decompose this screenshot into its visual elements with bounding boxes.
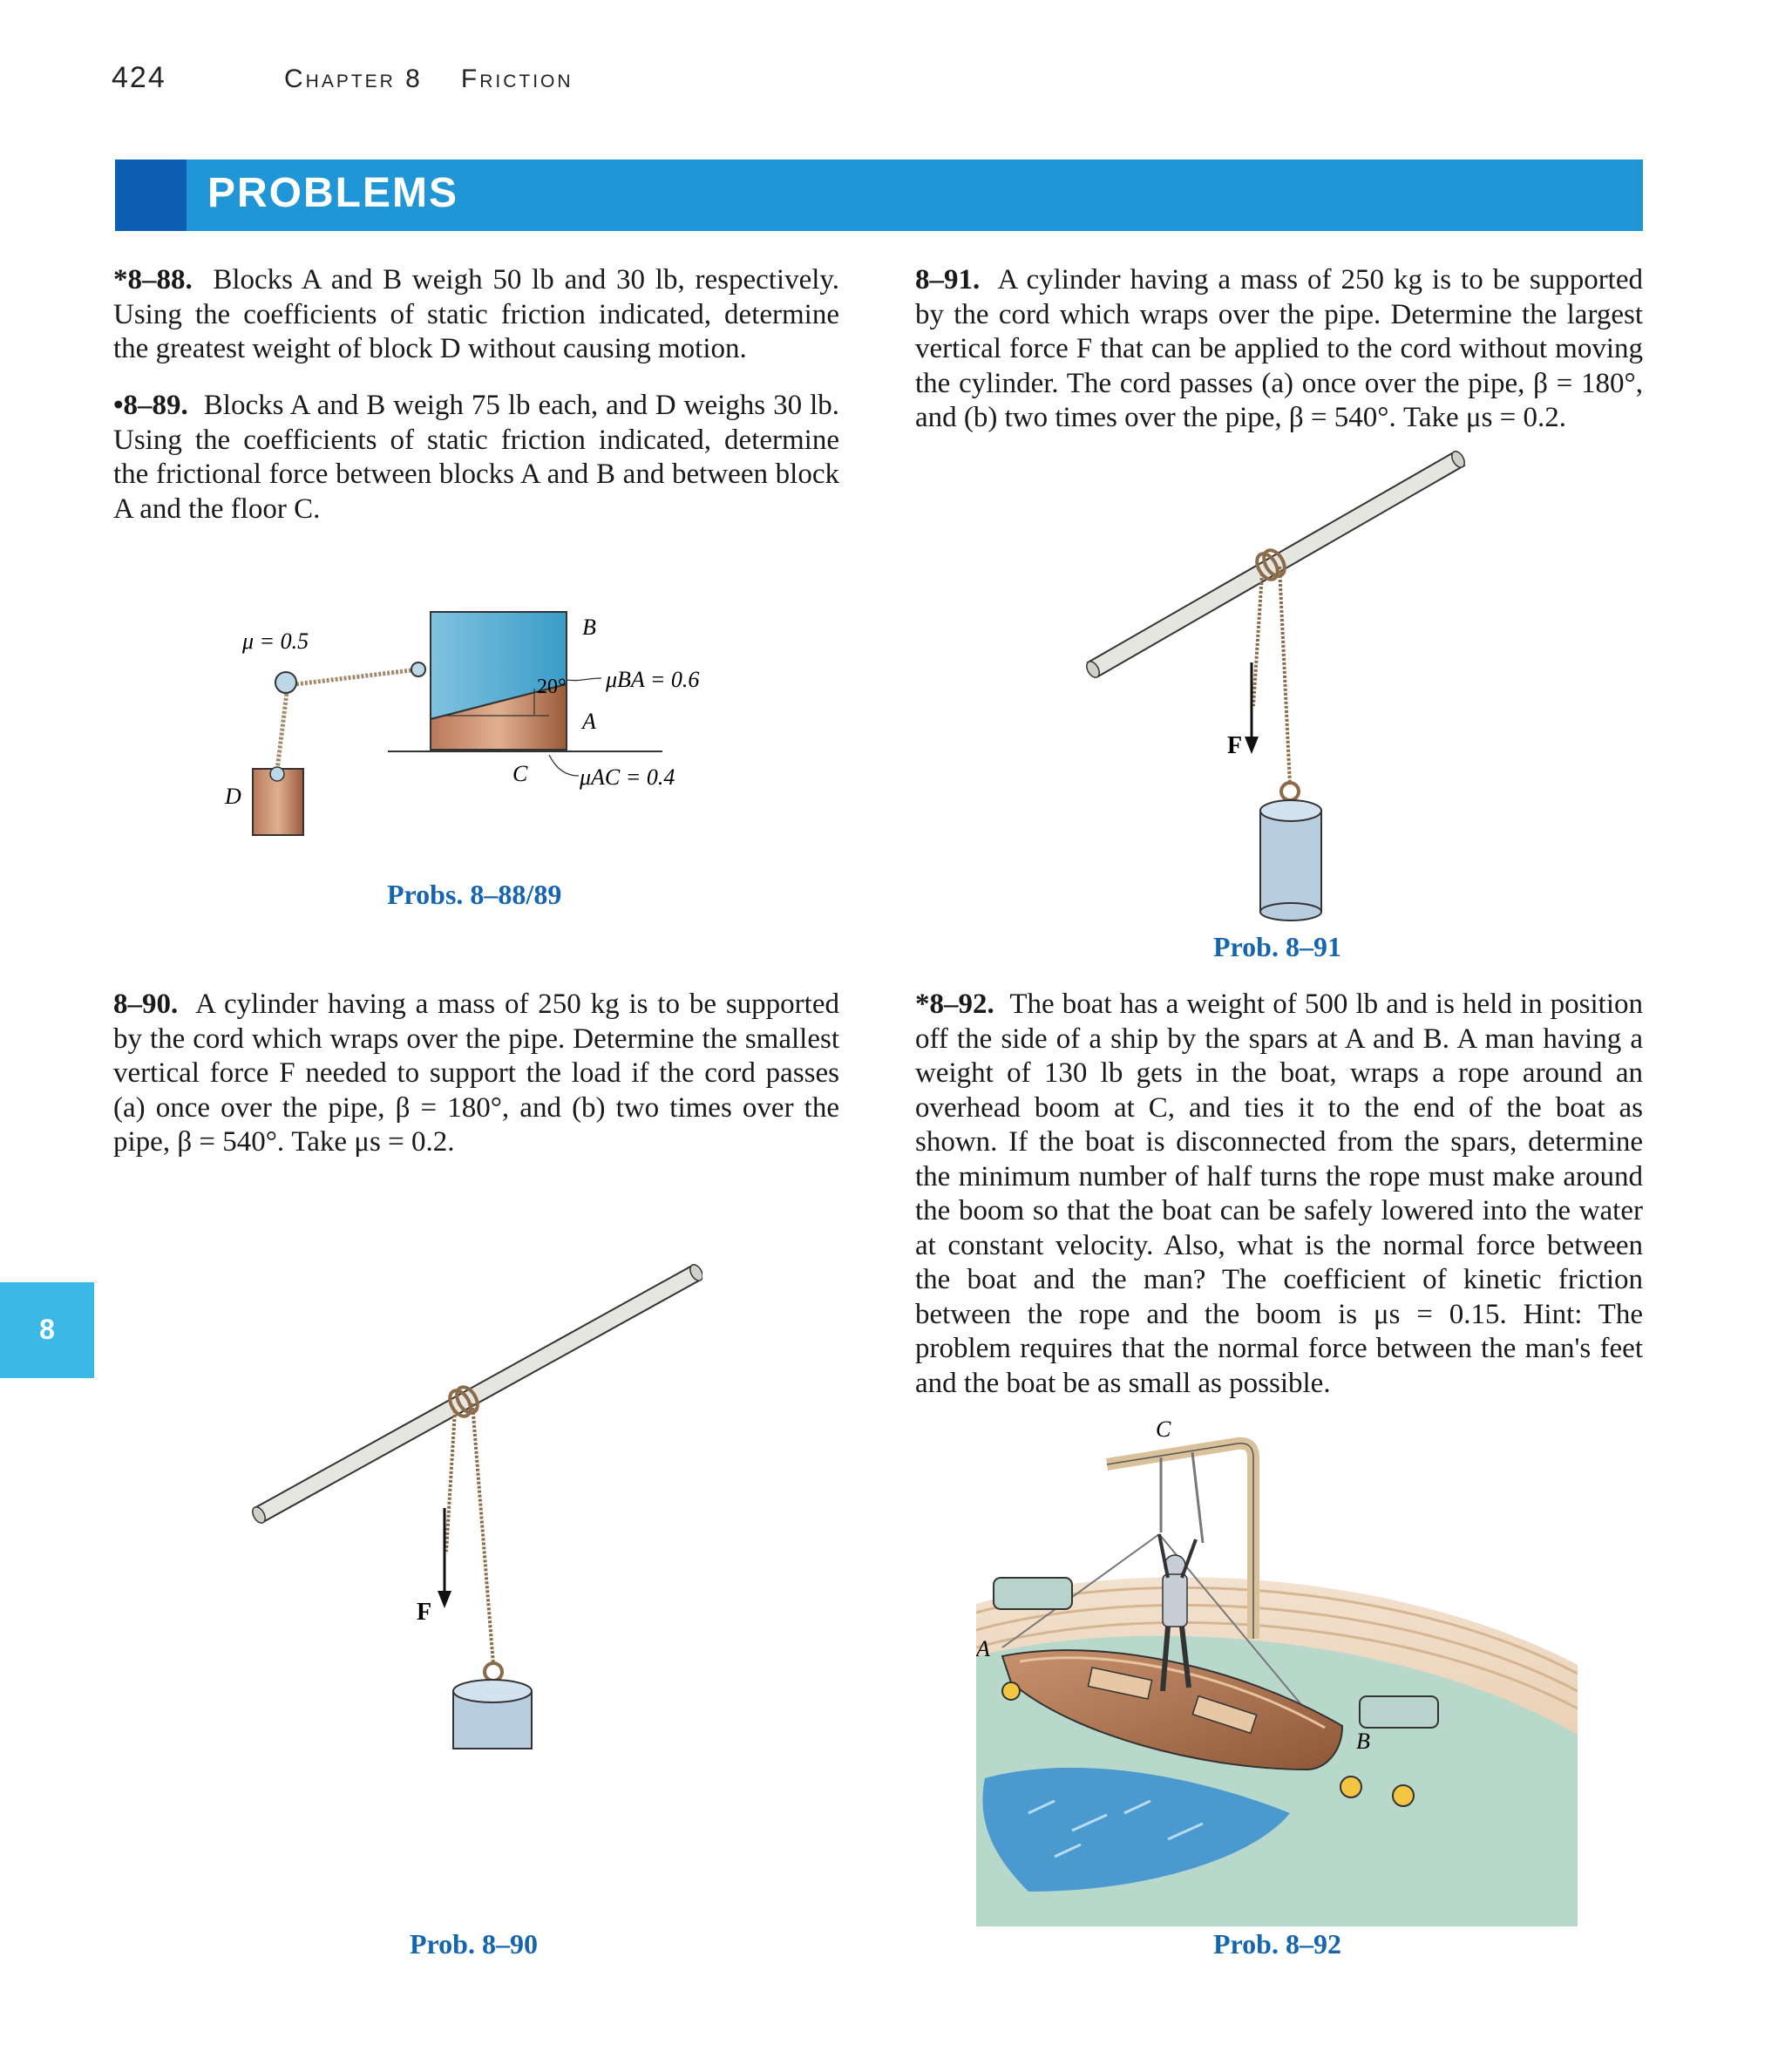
caption-prob-8-92: Prob. 8–92: [1213, 1928, 1341, 1960]
label-c: C: [512, 761, 528, 786]
problem-8-92: [915, 988, 1643, 1401]
problem-text: Blocks A and B weigh 75 lb each, and D weighs 30 lb. Using the coefficients of static friction indicated, determine the frictional force between blocks A and B and between block A and the floor C.: [113, 390, 839, 525]
chapter-label: Chapter 8: [284, 65, 423, 93]
figure-boat-boom: [976, 1403, 1578, 1926]
problem-8-89: [113, 389, 839, 526]
spar-b: [1360, 1696, 1438, 1728]
page-number: 424: [112, 61, 166, 94]
label-d: D: [225, 784, 241, 809]
side-tab-label: 8: [39, 1314, 55, 1345]
banner-title: PROBLEMS: [207, 170, 459, 216]
problem-text: A cylinder having a mass of 250 kg is to be supported by the cord which wraps over the pipe. Determine the largest vertical force F that can be applied to the cord without moving the cylinder. The cord passes (a) once over the pipe, β = 180°, and (b) two times over the pipe, β = 540°. Take μs = 0.2.: [915, 264, 1643, 433]
problem-8-90: [113, 988, 839, 1160]
label-mu-ac: μAC = 0.4: [580, 764, 675, 790]
running-header: [284, 65, 612, 94]
label-a: A: [582, 709, 596, 734]
caption-probs-88-89: Probs. 8–88/89: [387, 879, 562, 910]
label-mu-ba: μBA = 0.6: [606, 667, 700, 692]
label-b: B: [582, 615, 596, 640]
problem-text: A cylinder having a mass of 250 kg is to be supported by the cord which wraps over the pipe. Determine the smallest vertical force F needed to support the load if the cord passes (a) once over the pipe, β = 180°, and (b) two times over the pipe, β = 540°. Take μs = 0.2.: [113, 988, 839, 1158]
label-b: B: [1356, 1729, 1370, 1754]
problem-text: Blocks A and B weigh 50 lb and 30 lb, respectively. Using the coefficients of static friction indicated, determine the greatest weight of block D without causing motion.: [113, 264, 840, 364]
label-mu-pulley: μ = 0.5: [242, 628, 309, 654]
caption-prob-8-91: Prob. 8–91: [1213, 931, 1341, 962]
spar-a: [994, 1578, 1072, 1609]
force-arrowhead: [438, 1591, 451, 1608]
figure-pipe-cylinder-91: [1081, 445, 1482, 933]
force-label: F: [1227, 732, 1243, 759]
problem-text: The boat has a weight of 500 lb and is held in position off the side of a ship by the spars at A and B. A man having a weight of 130 lb gets in the boat, wraps a rope around an overhead boom at C, and ties it to the end of the boat as shown. If the boat is disconnected from the spars, determine the minimum number of half turns the rope must make around the boom so that the boat can be safely lowered into the water at constant velocity. Also, what is the normal force between the boat and the man? The coefficient of kinetic friction between the rope and the boom is μs = 0.15. Hint: The problem requires that the normal force between the man's feet and the boat be as small as possible.: [915, 988, 1644, 1399]
problem-number: 8–91.: [915, 264, 981, 296]
banner-square: [115, 160, 187, 231]
chapter-side-tab: [0, 1282, 94, 1378]
label-a: A: [976, 1636, 990, 1661]
figure-pipe-cylinder-90: [249, 1255, 702, 1752]
pulley-peg: [275, 672, 296, 693]
force-arrowhead: [1245, 737, 1259, 754]
problem-8-88: [113, 263, 839, 367]
problem-8-91: [915, 263, 1643, 436]
chapter-title: Friction: [460, 65, 574, 93]
label-c: C: [1156, 1416, 1171, 1442]
problem-number: *8–88.: [113, 264, 193, 296]
problem-number: 8–90.: [113, 988, 179, 1020]
caption-prob-8-90: Prob. 8–90: [410, 1928, 538, 1960]
problem-number: *8–92.: [915, 988, 994, 1020]
problem-number: •8–89.: [113, 390, 188, 421]
block-eyelet: [411, 662, 425, 676]
force-label: F: [417, 1599, 432, 1626]
cylinder: [1260, 811, 1321, 912]
rope: [288, 669, 418, 685]
figure-blocks-friction: [209, 601, 750, 880]
angle-label: 20°: [537, 676, 567, 698]
